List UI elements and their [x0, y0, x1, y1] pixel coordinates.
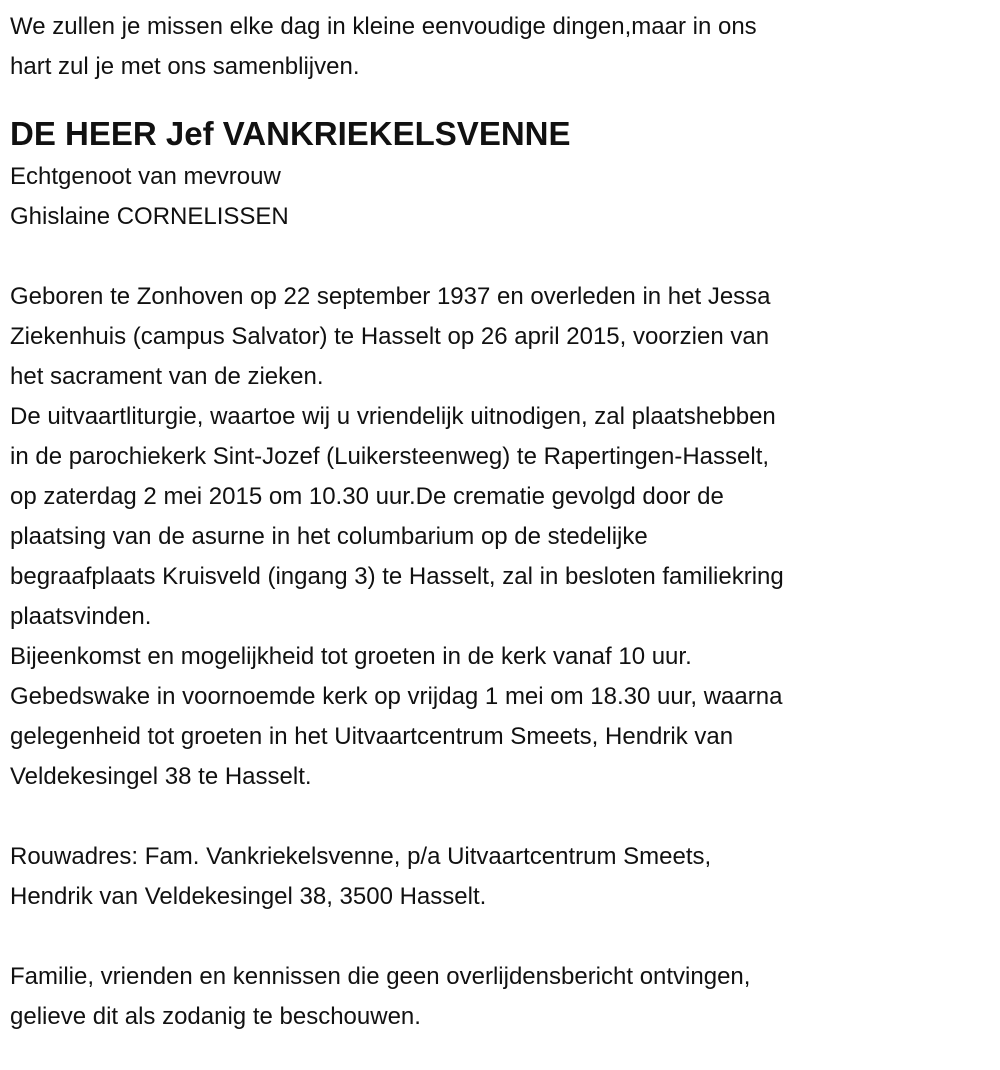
spouse-line: Ghislaine CORNELISSEN: [10, 203, 289, 230]
body-line: begraafplaats Kruisveld (ingang 3) te Hasselt, zal in besloten familiekring: [10, 563, 784, 590]
closing-note: [10, 957, 1000, 1037]
motto: [10, 7, 1000, 87]
body-line: het sacrament van de zieken.: [10, 363, 324, 390]
motto-line: We zullen je missen elke dag in kleine eenvoudige dingen,maar in ons: [10, 13, 757, 40]
closing-line: gelieve dit als zodanig te beschouwen.: [10, 1003, 421, 1030]
spouse-line: Echtgenoot van mevrouw: [10, 163, 281, 190]
spouse-info: [10, 157, 1000, 237]
body-line: Bijeenkomst en mogelijkheid tot groeten in de kerk vanaf 10 uur.: [10, 643, 692, 670]
body-line: op zaterdag 2 mei 2015 om 10.30 uur.De crematie gevolgd door de: [10, 483, 724, 510]
address-line: Rouwadres: Fam. Vankriekelsvenne, p/a Uitvaartcentrum Smeets,: [10, 843, 712, 870]
body-line: Geboren te Zonhoven op 22 september 1937 en overleden in het Jessa: [10, 283, 771, 310]
body-line: plaatsvinden.: [10, 603, 152, 630]
body-line: Gebedswake in voornoemde kerk op vrijdag 1 mei om 18.30 uur, waarna: [10, 683, 783, 710]
spacer: [10, 797, 1000, 837]
body-line: gelegenheid tot groeten in het Uitvaartcentrum Smeets, Hendrik van: [10, 723, 734, 750]
spacer: [10, 917, 1000, 957]
motto-line: hart zul je met ons samenblijven.: [10, 53, 360, 80]
spacer: [10, 237, 1000, 277]
closing-line: Familie, vrienden en kennissen die geen overlijdensbericht ontvingen,: [10, 963, 751, 990]
body-line: in de parochiekerk Sint-Jozef (Luikersteenweg) te Rapertingen-Hasselt,: [10, 443, 770, 470]
body-line: plaatsing van de asurne in het columbarium op de stedelijke: [10, 523, 648, 550]
obituary-body: [10, 277, 1000, 797]
body-line: Ziekenhuis (campus Salvator) te Hasselt op 26 april 2015, voorzien van: [10, 323, 770, 350]
mourning-address: [10, 837, 1000, 917]
body-line: Veldekesingel 38 te Hasselt.: [10, 763, 312, 790]
address-line: Hendrik van Veldekesingel 38, 3500 Hasselt.: [10, 883, 487, 910]
deceased-name-title: DE HEER Jef VANKRIEKELSVENNE: [10, 115, 571, 152]
body-line: De uitvaartliturgie, waartoe wij u vriendelijk uitnodigen, zal plaatshebben: [10, 403, 776, 430]
